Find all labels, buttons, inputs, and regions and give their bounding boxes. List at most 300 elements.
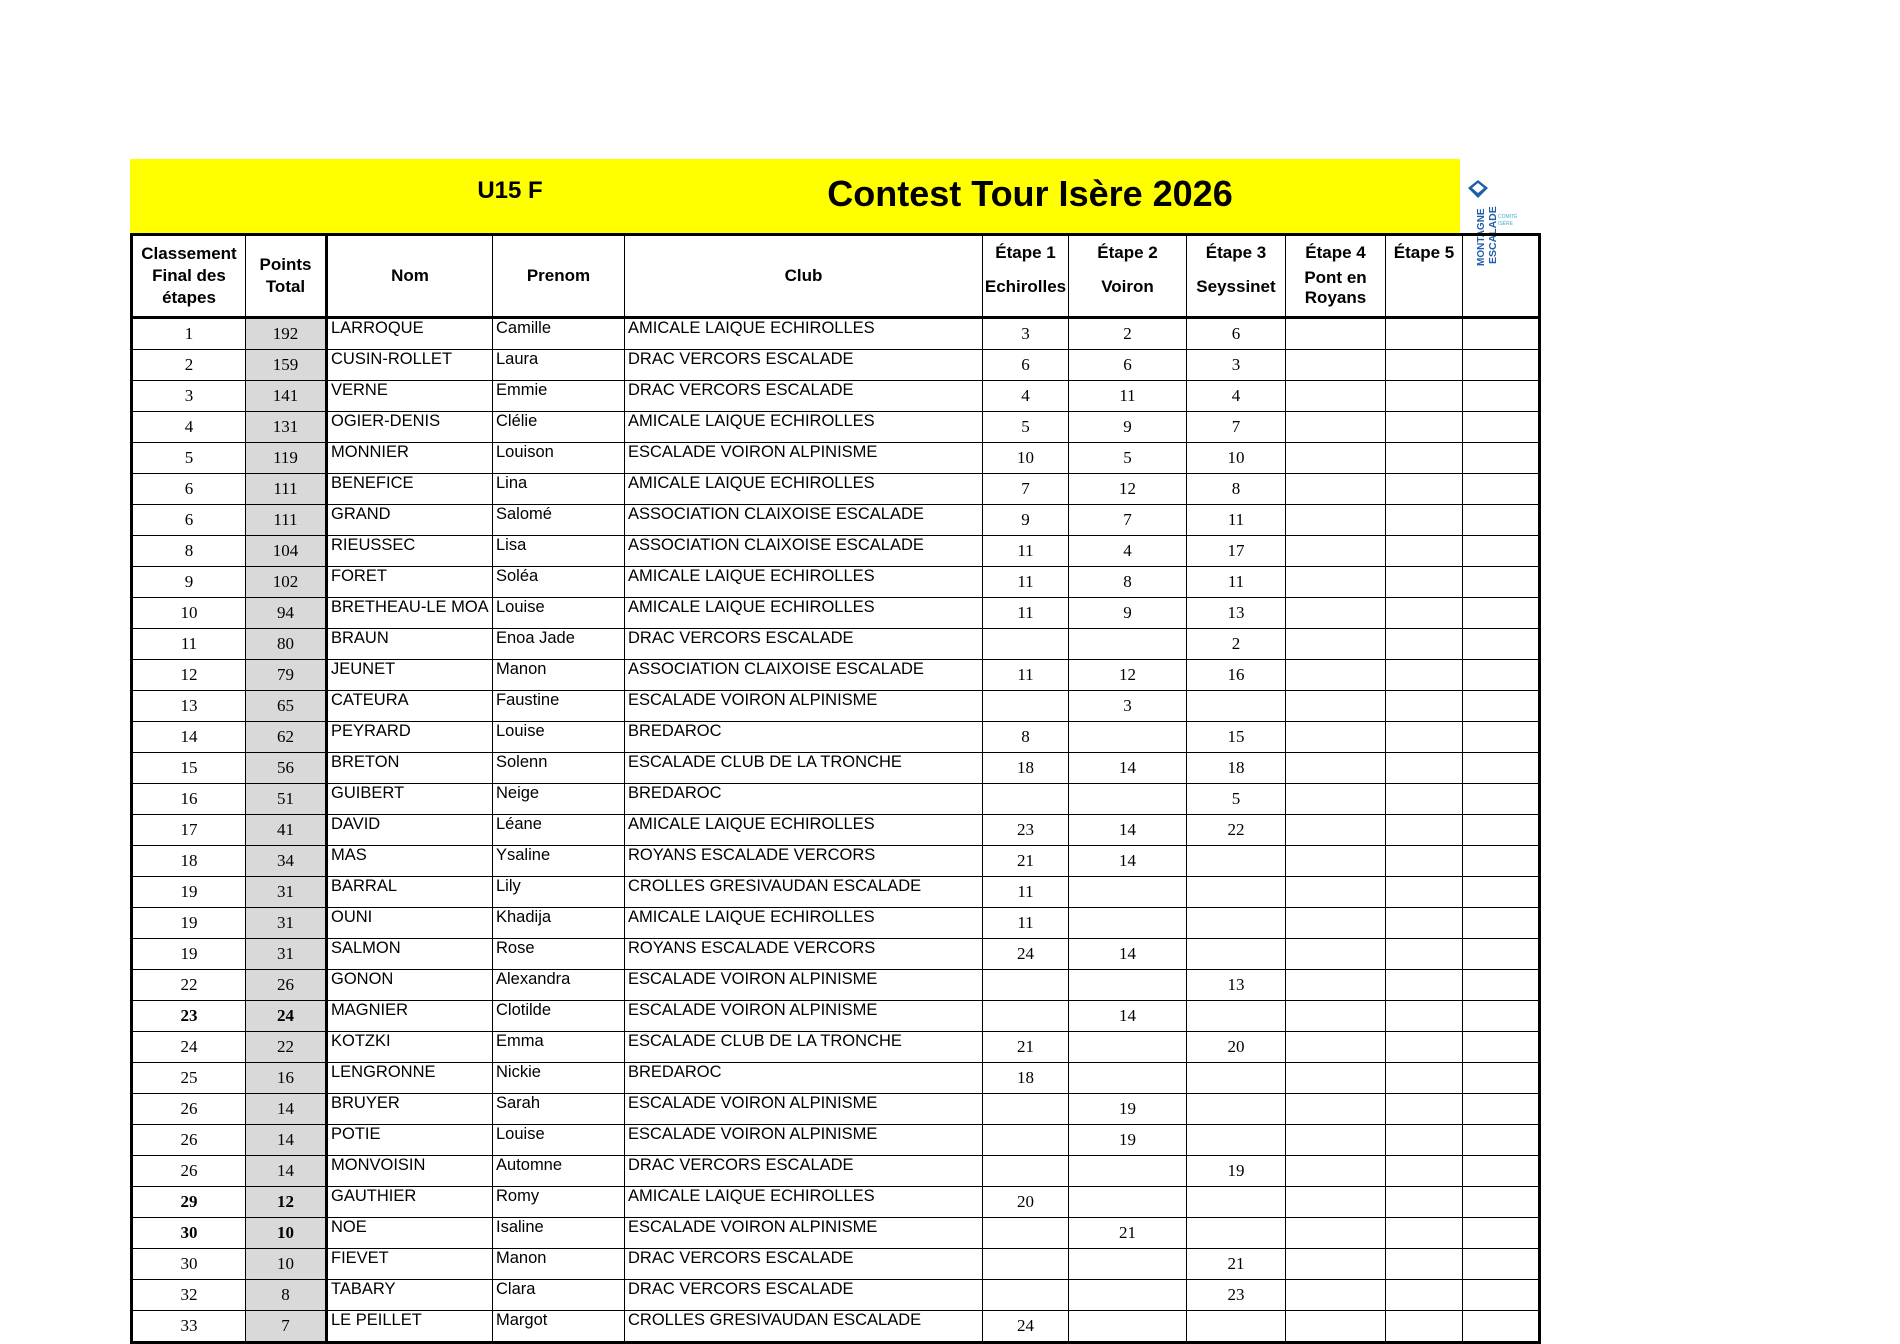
etape-5-cell [1386, 505, 1463, 536]
etape-3-cell: 7 [1187, 412, 1286, 443]
etape-4-cell [1286, 443, 1386, 474]
etape-4-cell [1286, 877, 1386, 908]
nom-cell: MAS [327, 846, 493, 877]
rank-cell: 15 [132, 753, 246, 784]
extra-cell [1463, 318, 1540, 350]
club-cell: ESCALADE VOIRON ALPINISME [625, 443, 983, 474]
etape-4-cell [1286, 536, 1386, 567]
extra-cell [1463, 474, 1540, 505]
club-cell: ASSOCIATION CLAIXOISE ESCALADE [625, 505, 983, 536]
column-header-etape-2: Étape 2 Voiron [1069, 235, 1187, 318]
rank-cell: 2 [132, 350, 246, 381]
etape-5-cell [1386, 1249, 1463, 1280]
extra-cell [1463, 908, 1540, 939]
nom-cell: BRETHEAU-LE MOA [327, 598, 493, 629]
club-cell: DRAC VERCORS ESCALADE [625, 381, 983, 412]
club-cell: ROYANS ESCALADE VERCORS [625, 846, 983, 877]
rank-cell: 26 [132, 1094, 246, 1125]
points-cell: 111 [246, 474, 327, 505]
table-row [132, 908, 1540, 939]
prenom-cell: Emma [493, 1032, 625, 1063]
etape-5-cell [1386, 939, 1463, 970]
points-cell: 65 [246, 691, 327, 722]
etape-2-cell: 14 [1069, 846, 1187, 877]
etape-2-cell: 11 [1069, 381, 1187, 412]
club-cell: AMICALE LAIQUE ECHIROLLES [625, 474, 983, 505]
rank-cell: 10 [132, 598, 246, 629]
prenom-cell: Nickie [493, 1063, 625, 1094]
table-row [132, 1249, 1540, 1280]
etape-4-cell [1286, 970, 1386, 1001]
etape-1-cell [983, 784, 1069, 815]
category-label: U15 F [477, 177, 543, 204]
prenom-cell: Manon [493, 1249, 625, 1280]
etape-1-cell: 11 [983, 877, 1069, 908]
club-cell: ESCALADE CLUB DE LA TRONCHE [625, 1032, 983, 1063]
rank-cell: 18 [132, 846, 246, 877]
etape-5-cell [1386, 1063, 1463, 1094]
club-cell: DRAC VERCORS ESCALADE [625, 1156, 983, 1187]
points-cell: 192 [246, 318, 327, 350]
table-row [132, 970, 1540, 1001]
etape-1-cell: 24 [983, 1311, 1069, 1343]
points-cell: 26 [246, 970, 327, 1001]
etape-3-cell: 8 [1187, 474, 1286, 505]
etape-1-cell: 24 [983, 939, 1069, 970]
etape-2-cell [1069, 1280, 1187, 1311]
rank-cell: 26 [132, 1156, 246, 1187]
points-cell: 12 [246, 1187, 327, 1218]
etape-1-cell [983, 970, 1069, 1001]
etape-3-cell: 19 [1187, 1156, 1286, 1187]
etape-3-cell [1187, 1125, 1286, 1156]
prenom-cell: Margot [493, 1311, 625, 1343]
results-table [130, 233, 1541, 1344]
etape-2-cell [1069, 908, 1187, 939]
extra-cell [1463, 350, 1540, 381]
etape-3-cell: 5 [1187, 784, 1286, 815]
etape-4-cell [1286, 908, 1386, 939]
etape-5-cell [1386, 1311, 1463, 1343]
club-cell: ESCALADE VOIRON ALPINISME [625, 1125, 983, 1156]
etape-3-cell [1187, 1187, 1286, 1218]
etape-4-cell [1286, 1218, 1386, 1249]
points-cell: 31 [246, 908, 327, 939]
etape-2-cell [1069, 1032, 1187, 1063]
nom-cell: OGIER-DENIS [327, 412, 493, 443]
nom-cell: POTIE [327, 1125, 493, 1156]
etape-3-cell [1187, 908, 1286, 939]
etape-4-cell [1286, 412, 1386, 443]
nom-cell: FIEVET [327, 1249, 493, 1280]
logo-text-escalade: ESCALADE [1487, 206, 1499, 264]
etape-3-cell [1187, 1001, 1286, 1032]
table-row [132, 815, 1540, 846]
table-row [132, 1125, 1540, 1156]
club-cell: CROLLES GRESIVAUDAN ESCALADE [625, 1311, 983, 1343]
etape-1-cell: 18 [983, 1063, 1069, 1094]
etape-5-cell [1386, 629, 1463, 660]
club-cell: BREDAROC [625, 1063, 983, 1094]
etape-3-cell: 23 [1187, 1280, 1286, 1311]
nom-cell: CATEURA [327, 691, 493, 722]
table-row [132, 877, 1540, 908]
extra-cell [1463, 939, 1540, 970]
etape-2-cell: 12 [1069, 660, 1187, 691]
etape-5-cell [1386, 846, 1463, 877]
etape-3-cell [1187, 846, 1286, 877]
etape-2-cell: 7 [1069, 505, 1187, 536]
etape-5-cell [1386, 1001, 1463, 1032]
nom-cell: GRAND [327, 505, 493, 536]
club-cell: AMICALE LAIQUE ECHIROLLES [625, 318, 983, 350]
rank-cell: 9 [132, 567, 246, 598]
nom-cell: FORET [327, 567, 493, 598]
etape-1-cell: 10 [983, 443, 1069, 474]
table-row [132, 629, 1540, 660]
table-row [132, 598, 1540, 629]
nom-cell: GONON [327, 970, 493, 1001]
etape-1-cell [983, 1094, 1069, 1125]
nom-cell: LENGRONNE [327, 1063, 493, 1094]
etape-4-cell [1286, 722, 1386, 753]
etape-5-cell [1386, 412, 1463, 443]
etape-1-cell [983, 629, 1069, 660]
nom-cell: SALMON [327, 939, 493, 970]
extra-cell [1463, 1311, 1540, 1343]
prenom-cell: Neige [493, 784, 625, 815]
points-cell: 22 [246, 1032, 327, 1063]
rank-cell: 6 [132, 505, 246, 536]
rank-cell: 22 [132, 970, 246, 1001]
rank-cell: 3 [132, 381, 246, 412]
nom-cell: BRETON [327, 753, 493, 784]
etape-3-cell [1187, 877, 1286, 908]
prenom-cell: Khadija [493, 908, 625, 939]
logo-text-montagne: MONTAGNE [1476, 208, 1487, 266]
table-row [132, 660, 1540, 691]
etape-3-cell: 17 [1187, 536, 1286, 567]
nom-cell: VERNE [327, 381, 493, 412]
club-cell: BREDAROC [625, 722, 983, 753]
etape-4-cell [1286, 660, 1386, 691]
title-banner [130, 159, 1460, 233]
club-cell: DRAC VERCORS ESCALADE [625, 1280, 983, 1311]
nom-cell: RIEUSSEC [327, 536, 493, 567]
etape-5-cell [1386, 877, 1463, 908]
nom-cell: LARROQUE [327, 318, 493, 350]
column-header-etape-1: Étape 1 Echirolles [983, 235, 1069, 318]
etape-1-cell: 11 [983, 536, 1069, 567]
nom-cell: DAVID [327, 815, 493, 846]
table-row [132, 1063, 1540, 1094]
etape-5-cell [1386, 1125, 1463, 1156]
rank-cell: 24 [132, 1032, 246, 1063]
points-cell: 56 [246, 753, 327, 784]
etape-1-cell [983, 1249, 1069, 1280]
prenom-cell: Lily [493, 877, 625, 908]
club-cell: ESCALADE VOIRON ALPINISME [625, 691, 983, 722]
etape-1-cell [983, 691, 1069, 722]
etape-5-cell [1386, 567, 1463, 598]
rank-cell: 11 [132, 629, 246, 660]
etape-4-cell [1286, 1249, 1386, 1280]
points-cell: 31 [246, 877, 327, 908]
extra-cell [1463, 1218, 1540, 1249]
points-cell: 34 [246, 846, 327, 877]
etape-4-cell [1286, 1001, 1386, 1032]
etape-2-cell: 14 [1069, 815, 1187, 846]
extra-cell [1463, 784, 1540, 815]
table-row [132, 381, 1540, 412]
etape-4-cell [1286, 629, 1386, 660]
club-cell: ASSOCIATION CLAIXOISE ESCALADE [625, 536, 983, 567]
club-cell: DRAC VERCORS ESCALADE [625, 350, 983, 381]
etape-1-cell: 11 [983, 567, 1069, 598]
etape-1-cell [983, 1001, 1069, 1032]
points-cell: 141 [246, 381, 327, 412]
logo-text-comite: COMITÉ [1498, 214, 1518, 220]
nom-cell: JEUNET [327, 660, 493, 691]
rank-cell: 1 [132, 318, 246, 350]
rank-cell: 26 [132, 1125, 246, 1156]
table-row [132, 505, 1540, 536]
column-header-etape-5: Étape 5 [1386, 235, 1463, 318]
club-cell: ESCALADE VOIRON ALPINISME [625, 1001, 983, 1032]
column-header-classement: Classement Final des étapes [132, 235, 246, 318]
points-cell: 31 [246, 939, 327, 970]
etape-1-cell: 8 [983, 722, 1069, 753]
prenom-cell: Emmie [493, 381, 625, 412]
etape-4-cell [1286, 350, 1386, 381]
etape-4-cell [1286, 1063, 1386, 1094]
etape-5-cell [1386, 784, 1463, 815]
etape-2-cell [1069, 877, 1187, 908]
etape-2-cell [1069, 1187, 1187, 1218]
rank-cell: 32 [132, 1280, 246, 1311]
etape-1-cell: 3 [983, 318, 1069, 350]
etape-5-cell [1386, 753, 1463, 784]
extra-cell [1463, 877, 1540, 908]
etape-3-cell: 21 [1187, 1249, 1286, 1280]
points-cell: 80 [246, 629, 327, 660]
extra-cell [1463, 722, 1540, 753]
prenom-cell: Salomé [493, 505, 625, 536]
points-cell: 79 [246, 660, 327, 691]
prenom-cell: Manon [493, 660, 625, 691]
etape-4-cell [1286, 505, 1386, 536]
etape-5-cell [1386, 970, 1463, 1001]
club-cell: ASSOCIATION CLAIXOISE ESCALADE [625, 660, 983, 691]
club-cell: AMICALE LAIQUE ECHIROLLES [625, 908, 983, 939]
points-cell: 111 [246, 505, 327, 536]
etape-1-cell: 21 [983, 846, 1069, 877]
etape-5-cell [1386, 722, 1463, 753]
club-cell: AMICALE LAIQUE ECHIROLLES [625, 567, 983, 598]
etape-2-cell [1069, 1156, 1187, 1187]
club-cell: ROYANS ESCALADE VERCORS [625, 939, 983, 970]
etape-5-cell [1386, 474, 1463, 505]
etape-5-cell [1386, 1032, 1463, 1063]
table-row [132, 722, 1540, 753]
etape-3-cell: 18 [1187, 753, 1286, 784]
nom-cell: BARRAL [327, 877, 493, 908]
etape-5-cell [1386, 815, 1463, 846]
etape-2-cell [1069, 1311, 1187, 1343]
etape-4-cell [1286, 474, 1386, 505]
club-cell: ESCALADE VOIRON ALPINISME [625, 1094, 983, 1125]
column-header-extra [1463, 235, 1540, 318]
points-cell: 94 [246, 598, 327, 629]
prenom-cell: Camille [493, 318, 625, 350]
table-row [132, 1187, 1540, 1218]
table-row [132, 846, 1540, 877]
etape-5-cell [1386, 1156, 1463, 1187]
etape-2-cell [1069, 970, 1187, 1001]
etape-5-cell [1386, 350, 1463, 381]
etape-1-cell [983, 1125, 1069, 1156]
etape-4-cell [1286, 846, 1386, 877]
column-header-etape-4: Étape 4 Pont en Royans [1286, 235, 1386, 318]
column-header-prenom: Prenom [493, 235, 625, 318]
prenom-cell: Automne [493, 1156, 625, 1187]
rank-cell: 33 [132, 1311, 246, 1343]
etape-1-cell: 7 [983, 474, 1069, 505]
prenom-cell: Alexandra [493, 970, 625, 1001]
points-cell: 104 [246, 536, 327, 567]
etape-3-cell [1187, 1094, 1286, 1125]
extra-cell [1463, 598, 1540, 629]
rank-cell: 19 [132, 877, 246, 908]
table-row [132, 1218, 1540, 1249]
etape-3-cell: 13 [1187, 598, 1286, 629]
nom-cell: MONVOISIN [327, 1156, 493, 1187]
points-cell: 159 [246, 350, 327, 381]
extra-cell [1463, 753, 1540, 784]
extra-cell [1463, 846, 1540, 877]
table-row [132, 443, 1540, 474]
etape-5-cell [1386, 1094, 1463, 1125]
rank-cell: 29 [132, 1187, 246, 1218]
etape-4-cell [1286, 1156, 1386, 1187]
rank-cell: 12 [132, 660, 246, 691]
club-cell: ESCALADE CLUB DE LA TRONCHE [625, 753, 983, 784]
points-cell: 14 [246, 1125, 327, 1156]
extra-cell [1463, 536, 1540, 567]
prenom-cell: Lisa [493, 536, 625, 567]
etape-5-cell [1386, 660, 1463, 691]
points-cell: 8 [246, 1280, 327, 1311]
prenom-cell: Louise [493, 1125, 625, 1156]
points-cell: 14 [246, 1156, 327, 1187]
rank-cell: 17 [132, 815, 246, 846]
etape-1-cell: 4 [983, 381, 1069, 412]
table-row [132, 784, 1540, 815]
etape-2-cell: 3 [1069, 691, 1187, 722]
etape-3-cell: 11 [1187, 567, 1286, 598]
etape-2-cell [1069, 784, 1187, 815]
etape-1-cell: 11 [983, 908, 1069, 939]
etape-3-cell: 4 [1187, 381, 1286, 412]
prenom-cell: Clélie [493, 412, 625, 443]
extra-cell [1463, 1125, 1540, 1156]
club-cell: AMICALE LAIQUE ECHIROLLES [625, 1187, 983, 1218]
prenom-cell: Isaline [493, 1218, 625, 1249]
column-header-points: Points Total [246, 235, 327, 318]
prenom-cell: Soléa [493, 567, 625, 598]
nom-cell: PEYRARD [327, 722, 493, 753]
extra-cell [1463, 629, 1540, 660]
extra-cell [1463, 381, 1540, 412]
prenom-cell: Solenn [493, 753, 625, 784]
etape-4-cell [1286, 381, 1386, 412]
nom-cell: OUNI [327, 908, 493, 939]
rank-cell: 30 [132, 1218, 246, 1249]
etape-2-cell: 9 [1069, 412, 1187, 443]
points-cell: 41 [246, 815, 327, 846]
rank-cell: 13 [132, 691, 246, 722]
club-cell: AMICALE LAIQUE ECHIROLLES [625, 815, 983, 846]
page-title: Contest Tour Isère 2026 [827, 173, 1233, 214]
etape-4-cell [1286, 1094, 1386, 1125]
prenom-cell: Lina [493, 474, 625, 505]
etape-1-cell: 11 [983, 660, 1069, 691]
rank-cell: 6 [132, 474, 246, 505]
logo-text-isere: ISÈRE [1498, 221, 1514, 227]
points-cell: 62 [246, 722, 327, 753]
etape-3-cell: 6 [1187, 318, 1286, 350]
prenom-cell: Léane [493, 815, 625, 846]
prenom-cell: Rose [493, 939, 625, 970]
table-row [132, 691, 1540, 722]
points-cell: 16 [246, 1063, 327, 1094]
etape-4-cell [1286, 753, 1386, 784]
extra-cell [1463, 567, 1540, 598]
etape-3-cell [1187, 1063, 1286, 1094]
points-cell: 10 [246, 1249, 327, 1280]
etape-3-cell [1187, 1311, 1286, 1343]
table-row [132, 1001, 1540, 1032]
etape-2-cell: 4 [1069, 536, 1187, 567]
etape-1-cell [983, 1280, 1069, 1311]
etape-4-cell [1286, 1187, 1386, 1218]
table-row [132, 1311, 1540, 1343]
etape-3-cell: 11 [1187, 505, 1286, 536]
etape-4-cell [1286, 598, 1386, 629]
etape-4-cell [1286, 318, 1386, 350]
etape-5-cell [1386, 1218, 1463, 1249]
column-header-club: Club [625, 235, 983, 318]
etape-5-cell [1386, 908, 1463, 939]
prenom-cell: Louise [493, 722, 625, 753]
etape-2-cell: 9 [1069, 598, 1187, 629]
nom-cell: GUIBERT [327, 784, 493, 815]
extra-cell [1463, 1032, 1540, 1063]
nom-cell: CUSIN-ROLLET [327, 350, 493, 381]
etape-2-cell: 21 [1069, 1218, 1187, 1249]
etape-3-cell: 3 [1187, 350, 1286, 381]
nom-cell: MONNIER [327, 443, 493, 474]
etape-2-cell: 2 [1069, 318, 1187, 350]
points-cell: 51 [246, 784, 327, 815]
points-cell: 14 [246, 1094, 327, 1125]
etape-2-cell: 12 [1069, 474, 1187, 505]
etape-2-cell [1069, 1249, 1187, 1280]
etape-1-cell: 23 [983, 815, 1069, 846]
etape-4-cell [1286, 784, 1386, 815]
etape-3-cell: 10 [1187, 443, 1286, 474]
etape-2-cell: 8 [1069, 567, 1187, 598]
